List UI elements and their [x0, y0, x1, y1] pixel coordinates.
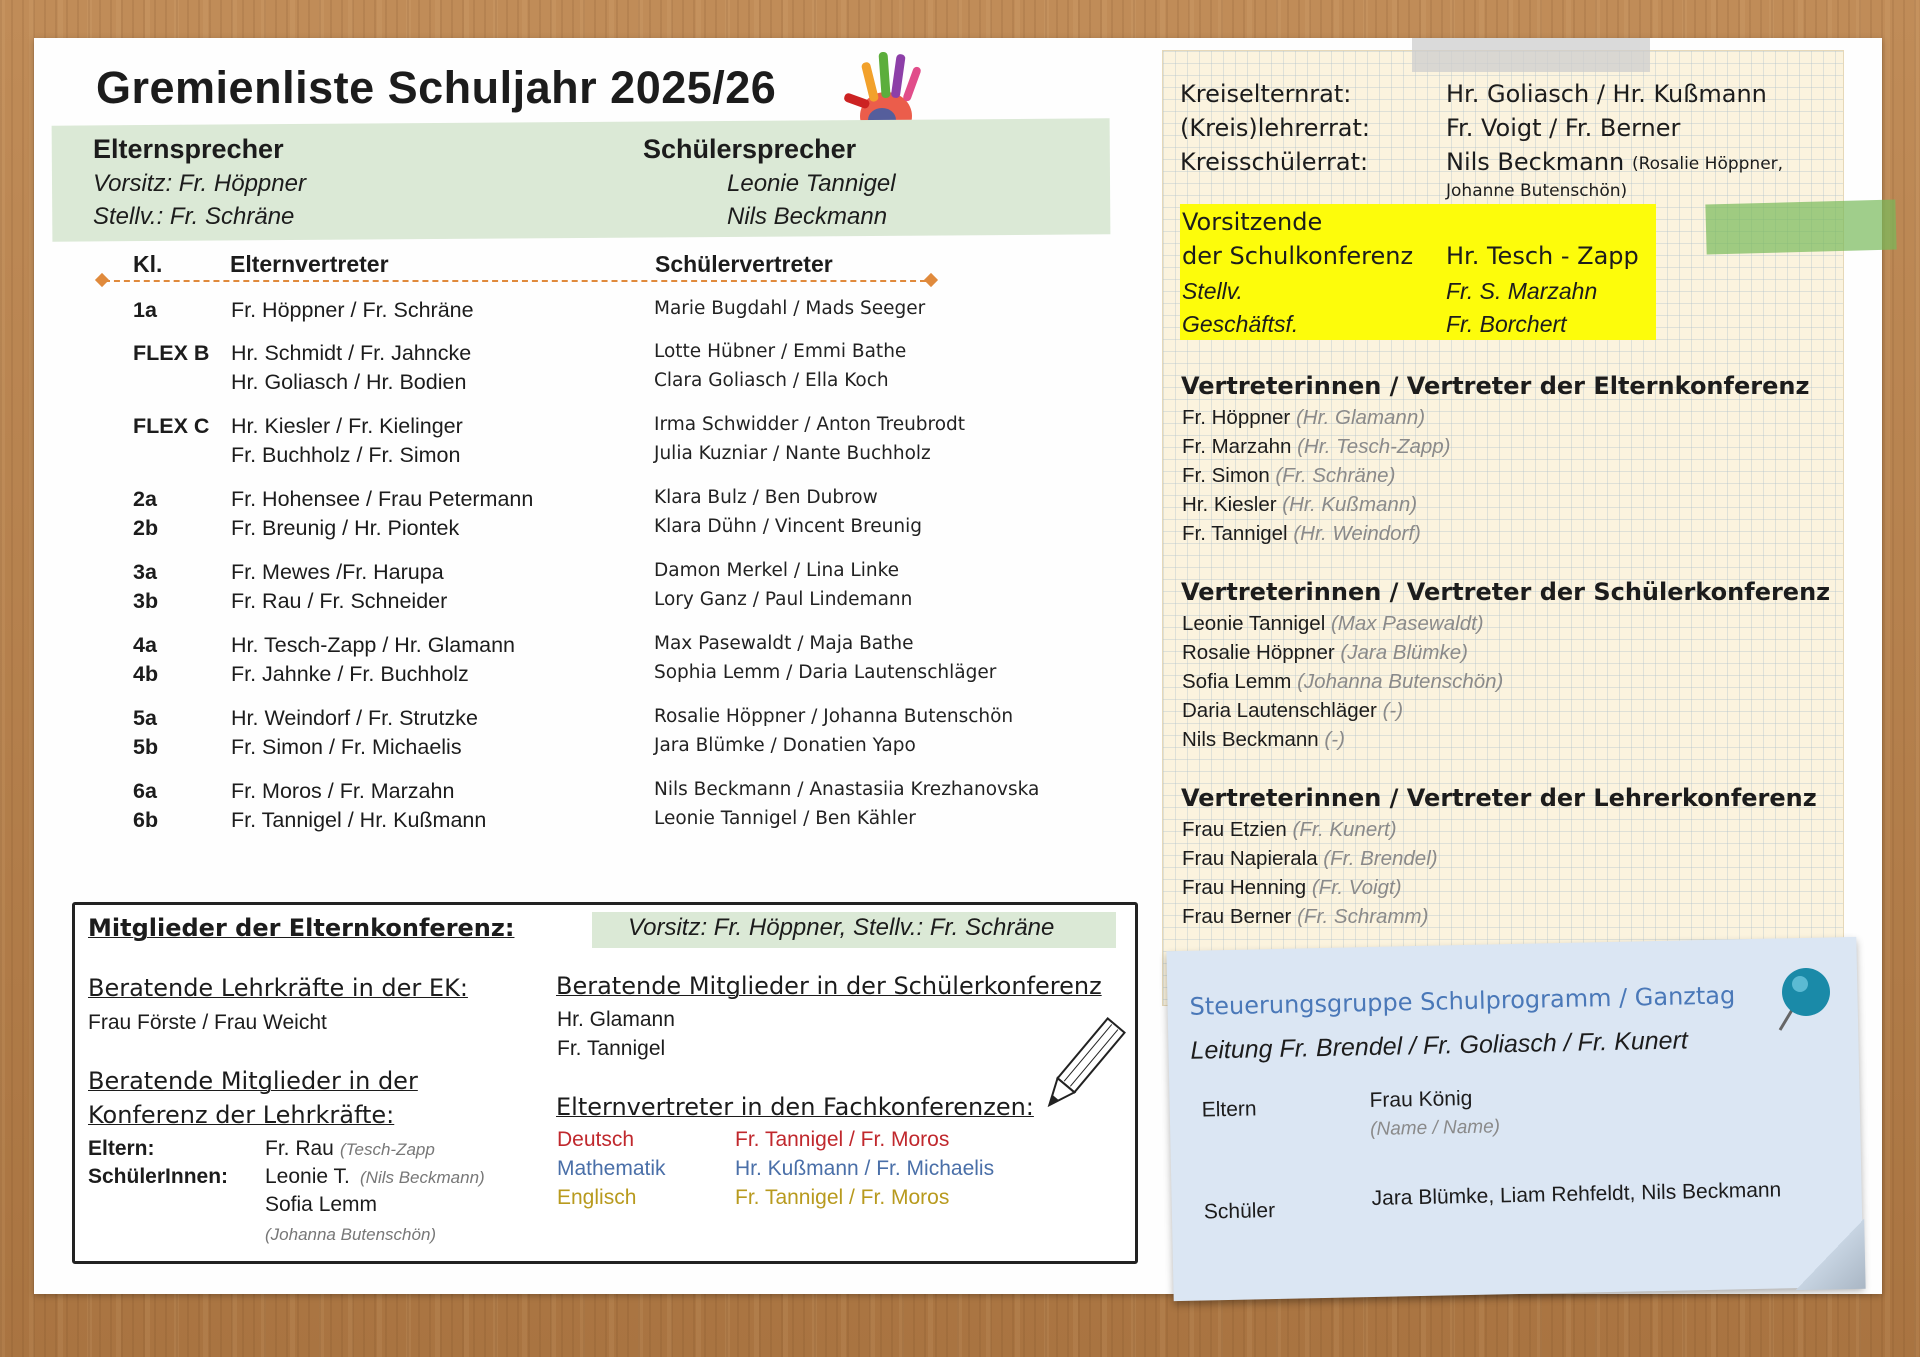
- list-item: [1182, 522, 1421, 546]
- ek-name: Fr. Tannigel: [1182, 522, 1288, 545]
- table-row: [0, 487, 1100, 517]
- kreiselternrat-label: Kreiselternrat:: [1180, 80, 1352, 108]
- col-header-schuelervertreter: Schülervertreter: [655, 251, 833, 277]
- table-row: [0, 779, 1100, 809]
- sk-stellv-value: Fr. S. Marzahn: [1446, 278, 1598, 304]
- table-row: [0, 370, 1100, 400]
- sk-name: Rosalie Höppner: [1182, 641, 1335, 664]
- beratende-sk-1: Hr. Glamann: [557, 1008, 675, 1031]
- sk-vertreter-heading: Vertreterinnen / Vertreter der Schülerkonferenz: [1181, 578, 1831, 606]
- row-eltern: Fr. Simon / Fr. Michaelis: [231, 735, 462, 759]
- lk-name: Frau Napierala: [1182, 847, 1318, 870]
- eltern-label: Eltern:: [88, 1137, 155, 1160]
- row-schueler: Irma Schwidder / Anton Treubrodt: [654, 414, 966, 435]
- row-kl: 6a: [133, 779, 157, 803]
- sk-stellv-label: Stellv.: [1182, 278, 1243, 304]
- sk-name: Daria Lautenschläger: [1182, 699, 1377, 722]
- pushpin-icon: [1772, 962, 1832, 1034]
- row-schueler: Sophia Lemm / Daria Lautenschläger: [654, 662, 997, 683]
- row-eltern: Fr. Rau / Fr. Schneider: [231, 589, 448, 613]
- fach-mathematik: Mathematik: [557, 1157, 666, 1180]
- row-eltern: Fr. Breunig / Hr. Piontek: [231, 516, 460, 540]
- list-item: [1182, 493, 1417, 517]
- row-eltern: Hr. Goliasch / Hr. Bodien: [231, 370, 467, 394]
- ek-name: Fr. Marzahn: [1182, 435, 1292, 458]
- ek-alt: (Hr. Tesch-Zapp): [1297, 435, 1451, 458]
- col-header-elternvertreter: Elternvertreter: [230, 251, 389, 277]
- fach-heading: Elternvertreter in den Fachkonferenzen:: [556, 1093, 1034, 1121]
- list-item: [1182, 728, 1345, 752]
- row-kl: 5b: [133, 735, 159, 759]
- list-item: [1182, 612, 1484, 636]
- sk-vorsitz-label-2: der Schulkonferenz: [1182, 242, 1414, 270]
- row-eltern: Fr. Moros / Fr. Marzahn: [231, 779, 455, 803]
- sk-name: Nils Beckmann: [1182, 728, 1319, 751]
- ek-alt: (Hr. Glamann): [1295, 406, 1426, 429]
- row-eltern: Fr. Hohensee / Frau Petermann: [231, 487, 534, 511]
- fach-deutsch-namen: Fr. Tannigel / Fr. Moros: [735, 1128, 950, 1151]
- fach-englisch: Englisch: [557, 1186, 637, 1209]
- row-kl: 4b: [133, 662, 159, 686]
- table-row: [0, 706, 1100, 736]
- konf-lk-heading-2: Konferenz der Lehrkräfte:: [88, 1101, 395, 1129]
- fach-englisch-namen: Fr. Tannigel / Fr. Moros: [735, 1186, 950, 1209]
- sk-alt: (Jara Blümke): [1340, 641, 1468, 664]
- table-row: [0, 808, 1100, 838]
- list-item: [1182, 464, 1395, 488]
- table-row: [0, 298, 1100, 328]
- sk-name: Sofia Lemm: [1182, 670, 1292, 693]
- ek-heading: Mitglieder der Elternkonferenz:: [88, 914, 515, 942]
- sk-gf-value: Fr. Borchert: [1446, 311, 1567, 337]
- row-schueler: Damon Merkel / Lina Linke: [654, 560, 900, 581]
- row-eltern: Fr. Mewes /Fr. Harupa: [231, 560, 444, 584]
- note-eltern-label: Eltern: [1201, 1097, 1257, 1122]
- list-item: [1182, 670, 1503, 694]
- list-item: [1182, 435, 1451, 459]
- row-eltern: Fr. Höppner / Fr. Schräne: [231, 298, 474, 322]
- note-schueler-value: Jara Blümke, Liam Rehfeldt, Nils Beckmann: [1371, 1178, 1782, 1211]
- sk-name: Leonie Tannigel: [1182, 612, 1326, 635]
- kreiselternrat-value: Hr. Goliasch / Hr. Kußmann: [1446, 80, 1767, 108]
- lk-alt: (Fr. Voigt): [1311, 876, 1402, 899]
- schueler-label: SchülerInnen:: [88, 1165, 229, 1188]
- elternsprecher-heading: Elternsprecher: [93, 134, 284, 164]
- table-row: [0, 633, 1100, 663]
- row-kl: 3b: [133, 589, 159, 613]
- table-row: [0, 560, 1100, 590]
- row-eltern: Fr. Jahnke / Fr. Buchholz: [231, 662, 469, 686]
- schueler-alt-2: (Johanna Butenschön): [265, 1225, 437, 1244]
- beratende-lk: Frau Förste / Frau Weicht: [88, 1011, 327, 1034]
- sk-gf-label: Geschäftsf.: [1182, 311, 1299, 337]
- row-schueler: Klara Bulz / Ben Dubrow: [654, 487, 878, 508]
- row-schueler: Max Pasewaldt / Maja Bathe: [654, 633, 914, 654]
- beratende-lk-heading: Beratende Lehrkräfte in der EK:: [88, 974, 468, 1002]
- konf-lk-heading-1: Beratende Mitglieder in der: [88, 1067, 418, 1095]
- page-curl: [1794, 1219, 1865, 1290]
- pencil-icon: [1030, 1012, 1130, 1122]
- row-schueler: Klara Dühn / Vincent Breunig: [654, 516, 922, 537]
- list-item: [1182, 905, 1428, 929]
- row-kl: FLEX B: [133, 341, 210, 365]
- sk-alt: (-): [1324, 728, 1345, 751]
- eltern-name: Fr. Rau: [265, 1137, 334, 1160]
- sk-vorsitz-label-1: Vorsitzende: [1182, 208, 1323, 236]
- ek-alt: (Hr. Kußmann): [1282, 493, 1418, 516]
- lk-name: Frau Etzien: [1182, 818, 1287, 841]
- ek-alt: (Hr. Weindorf): [1293, 522, 1421, 545]
- list-item: [1182, 818, 1397, 842]
- schuelersprecher-2: Nils Beckmann: [727, 203, 888, 230]
- elternsprecher-stellv: Stellv.: Fr. Schräne: [93, 203, 295, 230]
- row-kl: FLEX C: [133, 414, 210, 438]
- row-schueler: Jara Blümke / Donatien Yapo: [654, 735, 916, 756]
- kreisschuelerrat-value: Nils Beckmann: [1446, 148, 1625, 176]
- row-schueler: Clara Goliasch / Ella Koch: [654, 370, 889, 391]
- row-kl: 3a: [133, 560, 157, 584]
- lk-alt: (Fr. Kunert): [1292, 818, 1397, 841]
- table-row: [0, 443, 1100, 473]
- lk-alt: (Fr. Schramm): [1297, 905, 1429, 928]
- row-schueler: Julia Kuzniar / Nante Buchholz: [654, 443, 931, 464]
- row-schueler: Leonie Tannigel / Ben Kähler: [654, 808, 916, 829]
- tape-strip: [1412, 38, 1650, 72]
- kreisschuelerrat-note: (Rosalie Höppner,: [1632, 154, 1784, 174]
- note-heading: Steuerungsgruppe Schulprogramm / Ganztag: [1189, 981, 1736, 1021]
- elternsprecher-vorsitz: Vorsitz: Fr. Höppner: [93, 170, 306, 197]
- lk-name: Frau Henning: [1182, 876, 1307, 899]
- green-tape: [1705, 200, 1896, 255]
- table-row: [0, 414, 1100, 444]
- col-header-kl: Kl.: [133, 251, 163, 277]
- row-kl: 1a: [133, 298, 157, 322]
- lk-name: Frau Berner: [1182, 905, 1292, 928]
- row-schueler: Lory Ganz / Paul Lindemann: [654, 589, 913, 610]
- row-kl: 5a: [133, 706, 157, 730]
- eltern-alt: (Tesch-Zapp: [340, 1140, 435, 1159]
- ek-alt: (Fr. Schräne): [1275, 464, 1396, 487]
- ek-name: Fr. Simon: [1182, 464, 1270, 487]
- sk-alt: (Max Pasewaldt): [1330, 612, 1484, 635]
- lk-alt: (Fr. Brendel): [1323, 847, 1438, 870]
- schueler-name-1: Leonie T.: [265, 1165, 350, 1188]
- row-eltern: Hr. Weindorf / Fr. Strutzke: [231, 706, 478, 730]
- kreislehrerrat-label: (Kreis)lehrerrat:: [1180, 114, 1371, 142]
- row-schueler: Rosalie Höppner / Johanna Butenschön: [654, 706, 1014, 727]
- sk-vorsitz-value: Hr. Tesch - Zapp: [1446, 242, 1639, 270]
- schuelersprecher-heading: Schülersprecher: [643, 134, 857, 164]
- ek-name: Fr. Höppner: [1182, 406, 1291, 429]
- table-row: [0, 735, 1100, 765]
- ek-vorsitz: Vorsitz: Fr. Höppner, Stellv.: Fr. Schräne: [628, 914, 1055, 941]
- list-item: [1182, 699, 1403, 723]
- beratende-sk-heading: Beratende Mitglieder in der Schülerkonferenz: [556, 972, 1102, 1000]
- list-item: [1182, 641, 1468, 665]
- row-eltern: Fr. Buchholz / Fr. Simon: [231, 443, 461, 467]
- fach-deutsch: Deutsch: [557, 1128, 635, 1151]
- sk-alt: (-): [1382, 699, 1404, 722]
- kreisschuelerrat-note2: Johanne Butenschön): [1446, 181, 1628, 201]
- schuelersprecher-1: Leonie Tannigel: [727, 170, 896, 197]
- kreisschuelerrat-label: Kreisschülerrat:: [1180, 148, 1369, 176]
- schueler-name-2: Sofia Lemm: [265, 1193, 378, 1216]
- row-eltern: Hr. Schmidt / Fr. Jahncke: [231, 341, 472, 365]
- row-schueler: Marie Bugdahl / Mads Seeger: [654, 298, 926, 319]
- page-title: Gremienliste Schuljahr 2025/26: [96, 62, 777, 113]
- row-schueler: Lotte Hübner / Emmi Bathe: [654, 341, 907, 362]
- row-eltern: Hr. Kiesler / Fr. Kielinger: [231, 414, 463, 438]
- row-eltern: Hr. Tesch-Zapp / Hr. Glamann: [231, 633, 515, 657]
- lk-vertreter-heading: Vertreterinnen / Vertreter der Lehrerkonferenz: [1181, 784, 1817, 812]
- sk-alt: (Johanna Butenschön): [1297, 670, 1504, 693]
- list-item: [1182, 847, 1438, 871]
- header-divider: [104, 280, 926, 282]
- steuerungsgruppe-note: [1166, 937, 1863, 1301]
- row-kl: 6b: [133, 808, 159, 832]
- table-row: [0, 341, 1100, 371]
- kreislehrerrat-value: Fr. Voigt / Fr. Berner: [1446, 114, 1681, 142]
- table-row: [0, 589, 1100, 619]
- row-kl: 2b: [133, 516, 159, 540]
- ek-vertreter-heading: Vertreterinnen / Vertreter der Elternkonferenz: [1181, 372, 1810, 400]
- row-schueler: Nils Beckmann / Anastasiia Krezhanovska: [654, 779, 1040, 800]
- ek-name: Hr. Kiesler: [1182, 493, 1277, 516]
- fach-mathematik-namen: Hr. Kußmann / Fr. Michaelis: [735, 1157, 995, 1180]
- note-schueler-label: Schüler: [1203, 1199, 1276, 1224]
- list-item: [1182, 876, 1402, 900]
- note-eltern-placeholder: (Name / Name): [1369, 1116, 1501, 1141]
- row-kl: 4a: [133, 633, 157, 657]
- row-eltern: Fr. Tannigel / Hr. Kußmann: [231, 808, 487, 832]
- note-leitung: Leitung Fr. Brendel / Fr. Goliasch / Fr. Kunert: [1190, 1026, 1689, 1065]
- row-kl: 2a: [133, 487, 157, 511]
- note-eltern-value: Frau König: [1369, 1086, 1473, 1113]
- table-row: [0, 516, 1100, 546]
- beratende-sk-2: Fr. Tannigel: [557, 1037, 666, 1060]
- schueler-alt-1: (Nils Beckmann): [360, 1168, 485, 1187]
- list-item: [1182, 406, 1425, 430]
- table-row: [0, 662, 1100, 692]
